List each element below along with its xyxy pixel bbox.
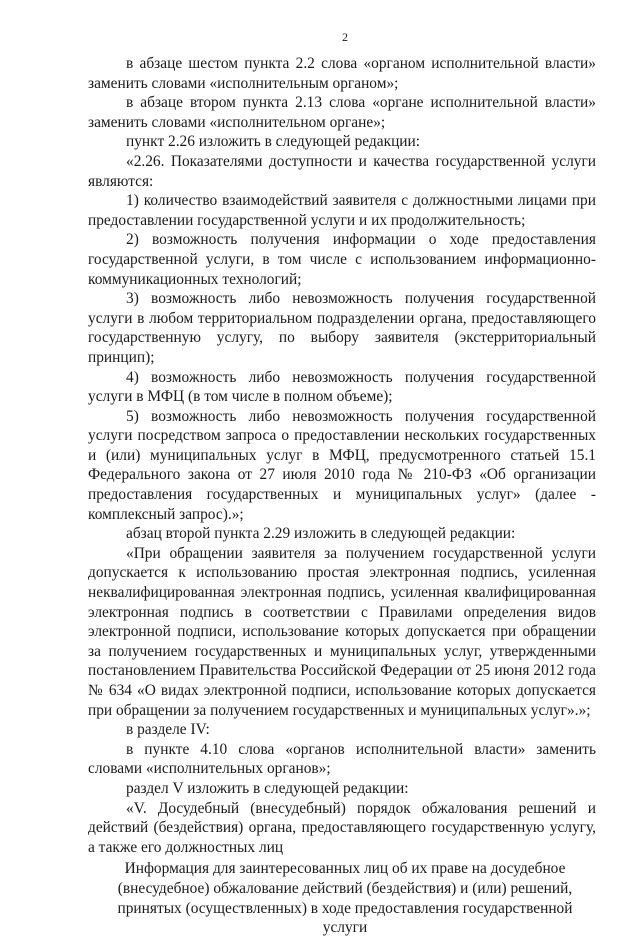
paragraph-11: «При обращении заявителя за получением государственной услуги допускается к использованию простая электронная подпись, усиленная неквалифицированная электронная подпись, усиленная квалифицированная электронная подпись в соответствии с Правилами определения видов электронной подписи, использование которых допускается при обращении за получением государственных и муниципальных услуг, утвержденными постановлением Правительства Российской Федерации от 25 июня 2012 года № 634 «О видах электронной подписи, использование которых допускается при обращении за получением государственных и муниципальных услуг».»; [88, 544, 596, 719]
paragraph-12: в разделе IV: [126, 721, 210, 739]
paragraph-4: «2.26. Показателями доступности и качества государственной услуги являются: [88, 152, 596, 190]
paragraph-10: абзац второй пункта 2.29 изложить в следующей редакции: [126, 525, 516, 543]
section-heading: Информация для заинтересованных лиц об их праве на досудебное (внесудебное) обжалование действий (бездействия) и (или) решений, принятых (осуществленных) в ходе предоставления государственной услуги [117, 860, 573, 937]
paragraph-15: «V. Досудебный (внесудебный) порядок обжалования решений и действий (бездействия) органа, предоставляющего государственную услугу, а также его должностных лиц [88, 799, 596, 856]
page-number: 2 [342, 30, 348, 44]
paragraph-5: 1) количество взаимодействий заявителя с должностными лицами при предоставлении государственной услуги и их продолжительность; [88, 192, 596, 229]
paragraph-14: раздел V изложить в следующей редакции: [126, 779, 409, 797]
paragraph-13: в пункте 4.10 слова «органов исполнительной власти» заменить словами «исполнительных органов»; [88, 740, 596, 778]
paragraph-8: 4) возможность либо невозможность получения государственной услуги в МФЦ (в том числе в полном объеме); [88, 368, 596, 406]
paragraph-3: пункт 2.26 изложить в следующей редакции: [126, 133, 421, 151]
paragraph-1: в абзаце шестом пункта 2.2 слова «органом исполнительной власти» заменить словами «исполнительным органом»; [88, 55, 596, 92]
paragraph-2: в абзаце втором пункта 2.13 слова «органе исполнительной власти» заменить словами «исполнительном органе»; [88, 94, 596, 131]
paragraph-6: 2) возможность получения информации о ходе предоставления государственной услуги, в том числе с использованием информационно-коммуникационных технологий; [88, 231, 596, 288]
paragraph-9: 5) возможность либо невозможность получения государственной услуги посредством запроса о предоставлении нескольких государственных и (или) муниципальных услуг в МФЦ, предусмотренного статьей 15.1 Федерального закона от 27 июля 2010 года № 210-ФЗ «Об организации предоставления государственных и муниципальных услуг» (далее - комплексный запрос).»; [88, 407, 596, 523]
paragraph-7: 3) возможность либо невозможность получения государственной услуги в любом территориальном подразделении органа, предоставляющего государственную услугу, по выбору заявителя (экстерриториальный принцип); [88, 290, 596, 366]
